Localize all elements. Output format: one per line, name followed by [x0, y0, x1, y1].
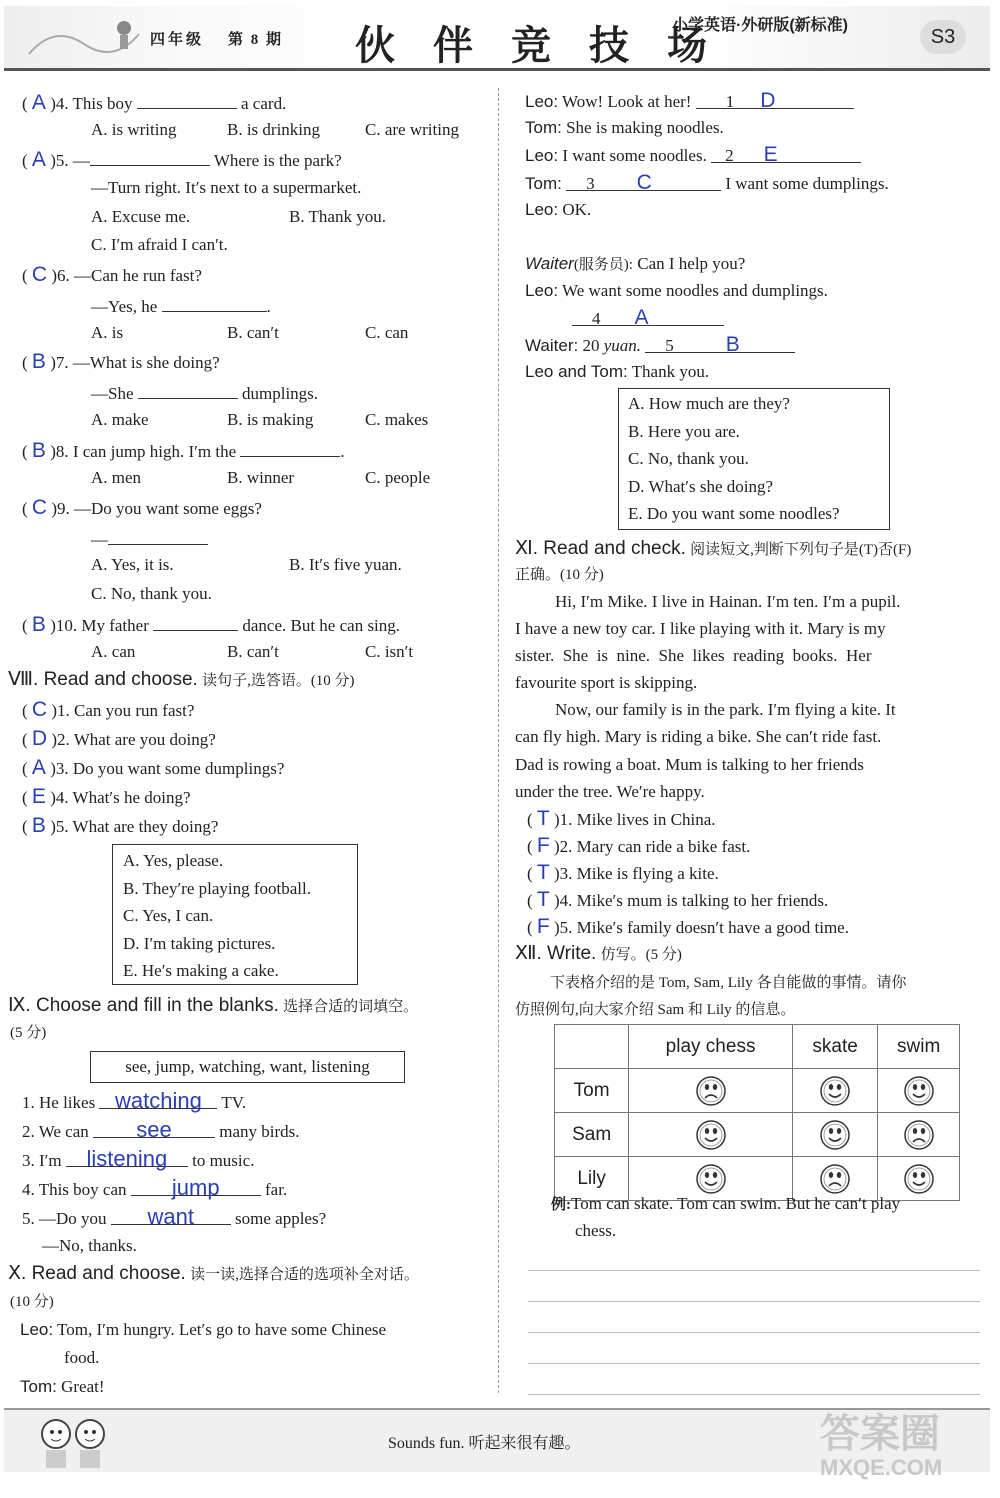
row-header-sam: Sam — [555, 1113, 629, 1157]
question-5: ( A )5. — Where is the park? — [22, 148, 342, 171]
sec9-word-bank: see, jump, watching, want, listening — [90, 1051, 405, 1083]
sec9-item-2: 2. We can see many birds. — [22, 1117, 300, 1142]
happy-face-icon — [695, 1163, 727, 1195]
section-11-heading: Ⅺ. Read and check. 阅读短文,判断下列句子是(T)否(F) — [515, 538, 912, 559]
q9-option-b: B. It′s five yuan. — [289, 555, 402, 574]
sec10-line-1-cont: food. — [64, 1348, 100, 1367]
subject-label: 小学英语·外研版(新标准) — [672, 17, 848, 34]
q9-reply: — — [91, 526, 208, 551]
sec10-line-1: Leo: Tom, I′m hungry. Let′s go to have some Chinese — [20, 1320, 387, 1339]
sec8-option-b: B. They′re playing football. — [123, 878, 312, 898]
sec9-item-3: 3. I′m listening to music. — [22, 1146, 255, 1171]
sec8-item-5: ( B )5. What are they doing? — [22, 814, 219, 837]
writing-line[interactable] — [528, 1301, 980, 1302]
row-header-tom: Tom — [555, 1069, 629, 1113]
q7-option-c: C. makes — [365, 410, 429, 429]
dialog-line-2: Tom: She is making noodles. — [525, 118, 724, 137]
sec8-item-1: ( C )1. Can you run fast? — [22, 698, 195, 721]
passage-p2-line-1: Now, our family is in the park. I′m flying a kite. It — [555, 700, 896, 719]
question-10: ( B )10. My father dance. But he can sing. — [22, 613, 401, 636]
passage-p2-line-2: can fly high. Mary is riding a bike. She can′t ride fast. — [515, 727, 882, 746]
row-header-lily: Lily — [555, 1157, 629, 1201]
sec8-options-box — [112, 844, 358, 985]
writing-line[interactable] — [528, 1394, 980, 1395]
passage-p1-line-3: sister. She is nine. She likes reading books. Her — [515, 646, 872, 665]
sec11-item-4: ( T )4. Mike′s mum is talking to her friends. — [527, 888, 829, 911]
kids-illustration-icon — [34, 1412, 114, 1470]
question-4: ( A )4. This boy a card. — [22, 91, 287, 114]
dialog2-line-2: Leo: We want some noodles and dumplings. — [525, 281, 828, 300]
happy-face-icon — [903, 1075, 935, 1107]
passage-p1-line-4: favourite sport is skipping. — [515, 673, 698, 692]
col-header-swim: swim — [878, 1025, 960, 1069]
q9-option-c: C. No, thank you. — [91, 584, 212, 603]
page-number: S3 — [920, 20, 966, 54]
happy-face-icon — [903, 1163, 935, 1195]
q5-reply: —Turn right. It′s next to a supermarket. — [91, 178, 362, 197]
watermark: 答案圈 MXQE.COM — [820, 1412, 943, 1480]
section-11-score: 正确。(10 分) — [515, 567, 604, 583]
sec8-option-d: D. I′m taking pictures. — [123, 933, 276, 953]
q5-option-c: C. I′m afraid I can′t. — [91, 235, 228, 254]
happy-face-icon — [819, 1119, 851, 1151]
q4-option-b: B. is drinking — [227, 120, 321, 139]
sec8-item-4: ( E )4. What′s he doing? — [22, 785, 191, 808]
writing-line[interactable] — [528, 1332, 980, 1333]
q8-option-a: A. men — [91, 468, 142, 487]
sad-face-icon — [819, 1163, 851, 1195]
passage-p2-line-4: under the tree. We′re happy. — [515, 782, 705, 801]
header-decoration-icon — [24, 14, 144, 62]
sad-face-icon — [695, 1075, 727, 1107]
writing-line[interactable] — [528, 1363, 980, 1364]
sec9-item-1: 1. He likes watching TV. — [22, 1088, 247, 1113]
passage-p1-line-1: Hi, I′m Mike. I live in Hainan. I′m ten. I′m a pupil. — [555, 592, 901, 611]
footer-text: Sounds fun. 听起来很有趣。 — [388, 1435, 581, 1452]
dialog-option-b: B. Here you are. — [628, 421, 740, 441]
sec8-item-2: ( D )2. What are you doing? — [22, 727, 216, 750]
dialog2-line-1: Waiter(服务员): Can I help you? — [525, 254, 746, 273]
q6-option-a: A. is — [91, 323, 124, 342]
sec9-reply: —No, thanks. — [42, 1236, 137, 1255]
dialog-line-4: Tom: 3 C I want some dumplings. — [525, 171, 889, 194]
q7-option-b: B. is making — [227, 410, 314, 429]
dialog-line-3: Leo: I want some noodles. 2 E — [525, 144, 861, 167]
section-9-score: (5 分) — [10, 1025, 47, 1041]
question-7: ( B )7. —What is she doing? — [22, 350, 220, 373]
section-10-heading: Ⅹ. Read and choose. 读一读,选择合适的选项补全对话。 — [8, 1263, 419, 1284]
q8-option-c: C. people — [365, 468, 431, 487]
q5-option-a: A. Excuse me. — [91, 207, 191, 226]
question-9: ( C )9. —Do you want some eggs? — [22, 496, 262, 519]
q6-option-c: C. can — [365, 323, 409, 342]
col-header-chess: play chess — [629, 1025, 793, 1069]
question-8: ( B )8. I can jump high. I′m the . — [22, 439, 345, 462]
passage-p1-line-2: I have a new toy car. I like playing with it. Mary is my — [515, 619, 886, 638]
q10-option-b: B. can′t — [227, 642, 279, 661]
q5-option-b: B. Thank you. — [289, 207, 386, 226]
sec11-item-3: ( T )3. Mike is flying a kite. — [527, 861, 719, 884]
q10-option-a: A. can — [91, 642, 136, 661]
sec9-item-4: 4. This boy can jump far. — [22, 1175, 288, 1200]
grade-label: 四年级 — [150, 32, 205, 48]
dialog-option-d: D. What′s she doing? — [628, 476, 774, 496]
sec12-intro-1: 下表格介绍的是 Tom, Sam, Lily 各自能做的事情。请你 — [550, 975, 907, 991]
dialog-option-a: A. How much are they? — [628, 394, 790, 413]
dialog-line-5: Leo: OK. — [525, 200, 592, 219]
dialog-option-e: E. Do you want some noodles? — [628, 504, 840, 523]
issue-label: 第 8 期 — [228, 32, 284, 48]
sec11-item-2: ( F )2. Mary can ride a bike fast. — [527, 834, 751, 857]
section-10-score: (10 分) — [10, 1294, 54, 1310]
happy-face-icon — [695, 1119, 727, 1151]
q10-option-c: C. isn′t — [365, 642, 414, 661]
example-sentence-cont: chess. — [575, 1221, 617, 1240]
sec11-item-1: ( T )1. Mike lives in China. — [527, 807, 716, 830]
dialog2-line-4: Leo and Tom: Thank you. — [525, 362, 710, 381]
ability-table — [554, 1024, 960, 1201]
table-corner — [555, 1025, 629, 1069]
q9-option-a: A. Yes, it is. — [91, 555, 174, 574]
section-9-heading: Ⅸ. Choose and fill in the blanks. 选择合适的词填空。 — [8, 995, 419, 1016]
q4-option-a: A. is writing — [91, 120, 177, 139]
dialog2-blank-4: 4 A — [572, 307, 724, 330]
sec11-item-5: ( F )5. Mike′s family doesn′t have a good time. — [527, 915, 849, 938]
section-12-heading: Ⅻ. Write. 仿写。(5 分) — [515, 943, 682, 964]
sec8-item-3: ( A )3. Do you want some dumplings? — [22, 756, 285, 779]
question-6: ( C )6. —Can he run fast? — [22, 263, 202, 286]
q7-option-a: A. make — [91, 410, 149, 429]
sec8-option-a: A. Yes, please. — [123, 851, 224, 870]
sec8-option-e: E. He′s making a cake. — [123, 961, 279, 980]
dialog-option-c: C. No, thank you. — [628, 449, 749, 468]
sec9-item-5: 5. —Do you want some apples? — [22, 1204, 327, 1229]
sad-face-icon — [903, 1119, 935, 1151]
page-title: 伙 伴 竞 技 场 — [355, 23, 721, 68]
q4-option-c: C. are writing — [365, 120, 459, 139]
happy-face-icon — [819, 1075, 851, 1107]
dialog2-line-3: Waiter: 20 yuan. 5 B — [525, 334, 795, 357]
col-header-skate: skate — [792, 1025, 877, 1069]
column-divider — [498, 88, 499, 1393]
q6-option-b: B. can′t — [227, 323, 279, 342]
example-sentence: 例:Tom can skate. Tom can swim. But he can′t play — [551, 1194, 901, 1213]
q6-reply: —Yes, he . — [91, 293, 271, 318]
writing-line[interactable] — [528, 1270, 980, 1271]
q7-reply: —She dumplings. — [91, 380, 318, 405]
q8-option-b: B. winner — [227, 468, 295, 487]
section-8-heading: Ⅷ. Read and choose. 读句子,选答语。(10 分) — [8, 669, 355, 690]
passage-p2-line-3: Dad is rowing a boat. Mum is talking to her friends — [515, 755, 864, 774]
dialog-line-1: Leo: Wow! Look at her! 1 D — [525, 90, 854, 113]
dialog-options-box — [618, 388, 890, 530]
sec12-intro-2: 仿照例句,向大家介绍 Sam 和 Lily 的信息。 — [515, 1002, 796, 1018]
sec8-option-c: C. Yes, I can. — [123, 906, 214, 925]
sec10-line-2: Tom: Great! — [20, 1377, 105, 1396]
